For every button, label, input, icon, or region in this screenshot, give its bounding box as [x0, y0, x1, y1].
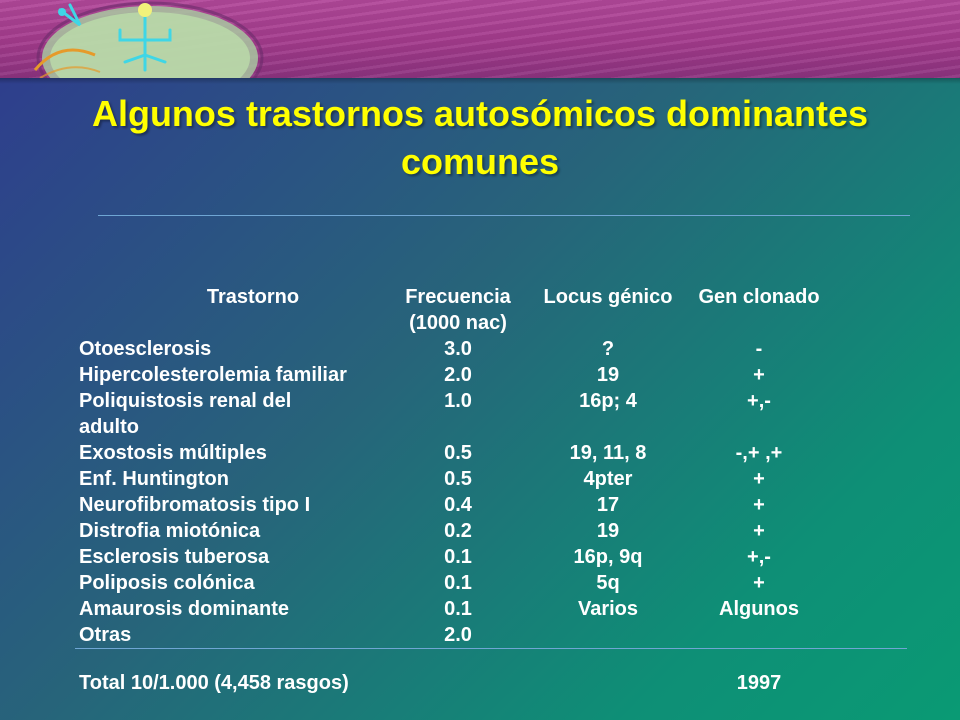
row-gene: - [755, 338, 763, 360]
row-locus: 5q [596, 572, 620, 594]
row-locus: 19 [596, 520, 620, 542]
row-frequency: 0.5 [444, 468, 472, 490]
row-frequency: 1.0 [444, 390, 472, 412]
row-frequency: 0.5 [444, 442, 472, 464]
row-frequency: 0.2 [444, 520, 472, 542]
row-frequency: 3.0 [444, 338, 472, 360]
row-gene: + [753, 364, 765, 386]
row-name: Exostosis múltiples [79, 442, 267, 464]
row-gene: + [753, 468, 765, 490]
row-gene: -,+ ,+ [735, 442, 783, 464]
row-frequency: 0.1 [444, 572, 472, 594]
row-name: Amaurosis dominante [79, 598, 290, 620]
slide-title-line-1: Algunos trastornos autosómicos dominantes [91, 93, 869, 134]
row-name: Poliposis colónica [79, 572, 255, 594]
header-frecuencia-unit: (1000 nac) [409, 312, 507, 334]
row-gene: +,- [747, 390, 771, 412]
total-label: Total 10/1.000 (4,458 rasgos) [79, 672, 349, 694]
row-name: Otoesclerosis [79, 338, 212, 360]
row-locus: 16p, 9q [573, 546, 643, 568]
row-frequency: 2.0 [444, 364, 472, 386]
row-locus: ? [601, 338, 615, 360]
row-name: Distrofia miotónica [79, 520, 261, 542]
row-locus: 17 [596, 494, 620, 516]
row-locus: 16p; 4 [579, 390, 637, 412]
row-name: Hipercolesterolemia familiar [79, 364, 347, 386]
row-locus: 19 [596, 364, 620, 386]
slide-title-line-2: comunes [400, 141, 560, 182]
row-name: Poliquistosis renal del [79, 390, 292, 412]
header-gen-clonado: Gen clonado [698, 286, 820, 308]
row-gene: + [753, 520, 765, 542]
row-locus: Varios [577, 598, 639, 620]
row-locus: 19, 11, 8 [569, 442, 647, 464]
row-name: Esclerosis tuberosa [79, 546, 270, 568]
header-locus: Locus génico [543, 286, 673, 308]
header-frecuencia: Frecuencia [405, 286, 511, 308]
total-year: 1997 [736, 672, 782, 694]
row-gene: + [753, 572, 765, 594]
row-name: Otras [79, 624, 132, 646]
row-frequency: 0.1 [444, 598, 472, 620]
row-frequency: 2.0 [444, 624, 472, 646]
row-name: Enf. Huntington [79, 468, 229, 490]
row-gene: Algunos [719, 598, 799, 620]
row-frequency: 0.1 [444, 546, 472, 568]
bottom-divider [75, 648, 907, 649]
header-trastorno: Trastorno [206, 286, 300, 308]
row-frequency: 0.4 [444, 494, 472, 516]
row-locus: 4pter [583, 468, 633, 490]
row-name-continuation: adulto [79, 416, 139, 438]
row-gene: +,- [747, 546, 771, 568]
row-name: Neurofibromatosis tipo I [79, 494, 311, 516]
row-gene: + [753, 494, 765, 516]
